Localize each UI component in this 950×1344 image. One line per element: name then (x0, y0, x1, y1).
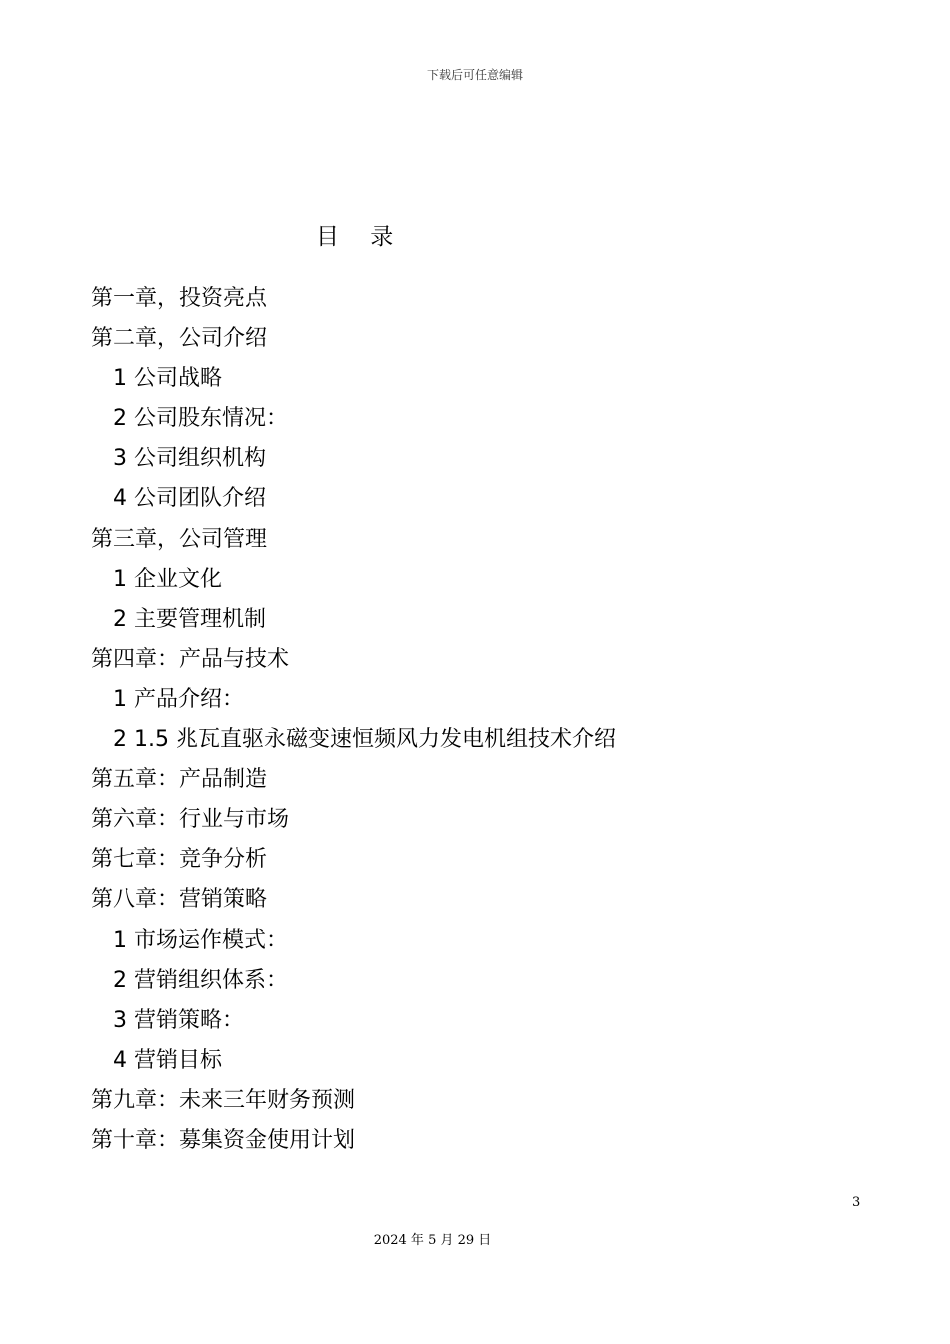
footer-date: 2024 年 5 月 29 日 (373, 1233, 492, 1248)
toc-chapter-entry: 第一章，投资亮点 (91, 286, 268, 311)
toc-section-entry: 1 公司战略 (113, 366, 222, 392)
toc-chapter-entry: 第五章：产品制造 (91, 767, 268, 793)
toc-section-entry: 1 企业文化 (113, 566, 222, 592)
toc-section-entry: 2 1.5 兆瓦直驱永磁变速恒频风力发电机组技术介绍 (113, 727, 616, 753)
toc-chapter-entry: 第三章，公司管理 (91, 526, 268, 552)
toc-chapter-entry: 第六章：行业与市场 (91, 807, 290, 833)
toc-chapter-entry: 第七章：竞争分析 (91, 847, 268, 873)
toc-section-entry: 2 主要管理机制 (113, 606, 266, 632)
header-note: 下载后可任意编辑 (426, 68, 523, 82)
toc-chapter-entry: 第十章：募集资金使用计划 (91, 1127, 356, 1153)
toc-section-entry: 2 营销组织体系： (113, 967, 288, 993)
toc-section-entry: 4 公司团队介绍 (113, 486, 266, 512)
toc-chapter-entry: 第八章：营销策略 (91, 887, 268, 913)
toc-section-entry: 2 公司股东情况： (113, 406, 288, 432)
toc-section-entry: 4 营销目标 (113, 1047, 222, 1073)
toc-chapter-entry: 第九章：未来三年财务预测 (91, 1087, 356, 1113)
page-number: 3 (852, 1195, 861, 1210)
toc-section-entry: 3 公司组织机构 (113, 446, 266, 472)
toc-chapter-entry: 第二章，公司介绍 (91, 326, 268, 352)
toc-title: 目 录 (316, 224, 406, 250)
table-of-contents (91, 280, 616, 1162)
toc-section-entry: 1 产品介绍： (113, 686, 244, 712)
toc-section-entry: 3 营销策略： (113, 1007, 244, 1033)
toc-section-entry: 1 市场运作模式： (113, 927, 288, 953)
toc-chapter-entry: 第四章：产品与技术 (91, 646, 290, 672)
